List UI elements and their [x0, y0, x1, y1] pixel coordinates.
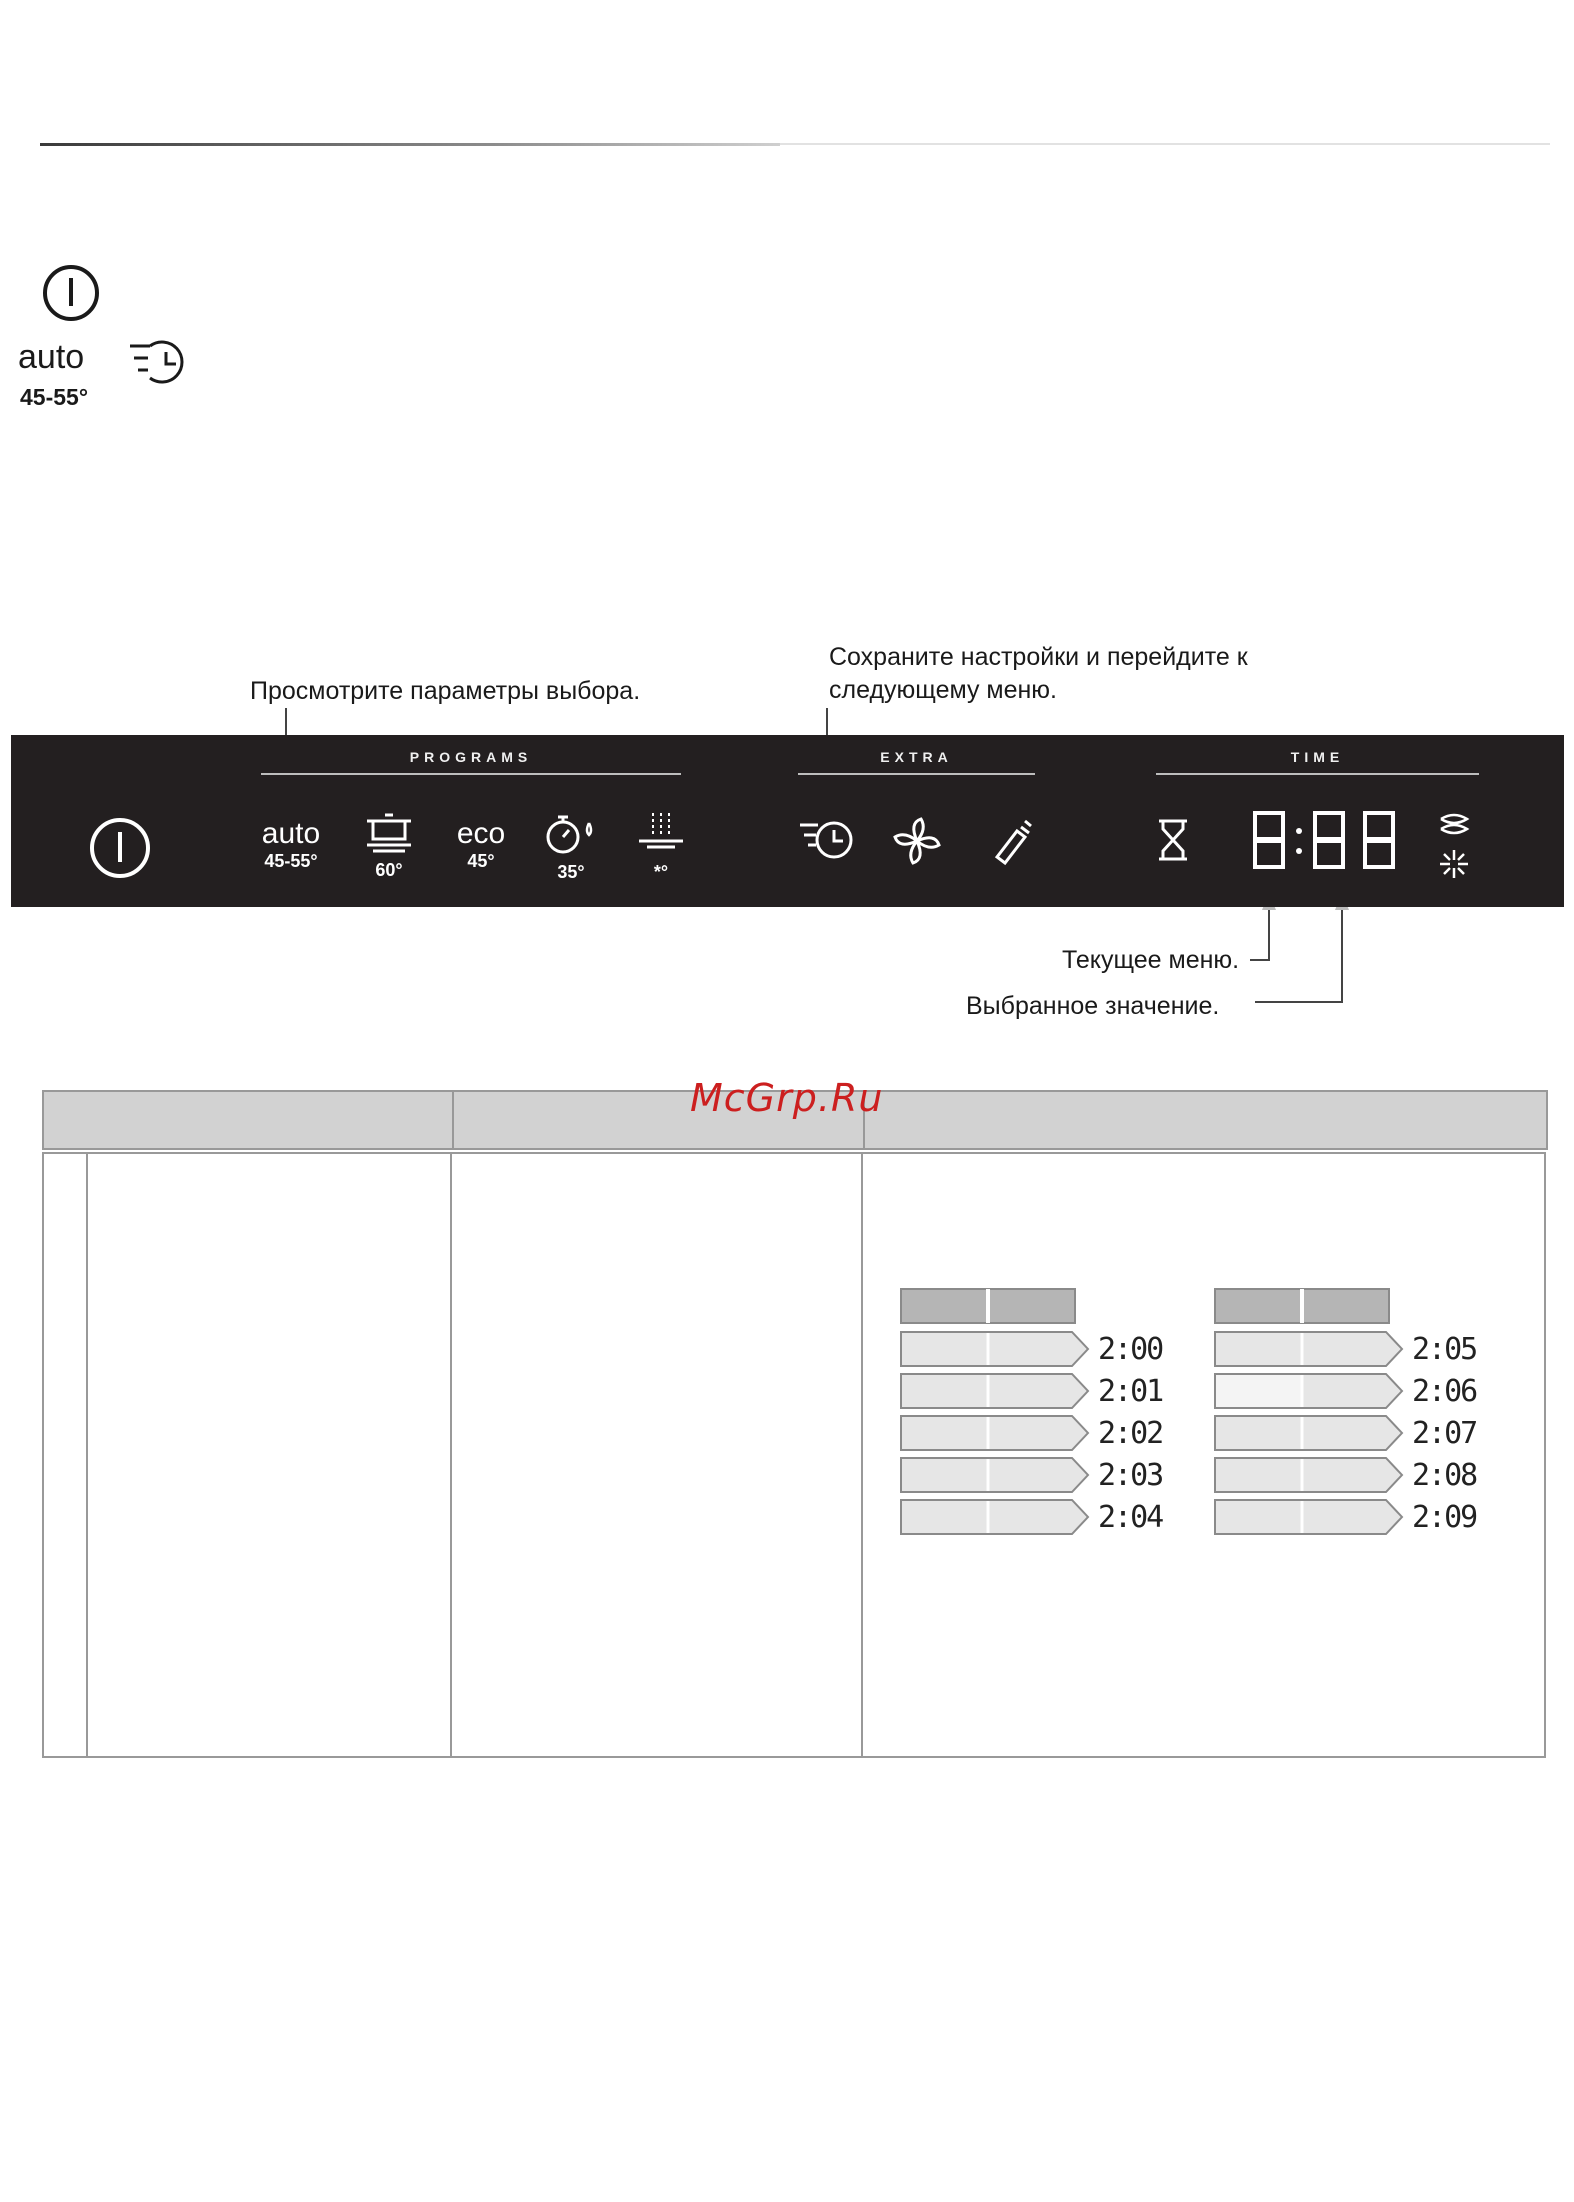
- control-panel: [11, 735, 1564, 907]
- program-intensive-button[interactable]: [349, 811, 429, 881]
- time-value-label: 2:07: [1412, 1416, 1477, 1451]
- program-eco-label: eco: [456, 817, 506, 850]
- time-value-label: 2:05: [1412, 1332, 1477, 1367]
- power-button[interactable]: [87, 815, 153, 881]
- quick-timer-icon: [531, 809, 611, 857]
- callout-browse: Просмотрите параметры выбора.: [250, 677, 641, 705]
- program-auto-button[interactable]: [246, 817, 336, 872]
- group-line-programs: [261, 773, 681, 775]
- callout-save-line2: следующему меню.: [829, 676, 1057, 704]
- header-rule-accent: [40, 143, 780, 146]
- time-value-label: 2:06: [1412, 1374, 1477, 1409]
- salt-icon: [1437, 847, 1471, 881]
- seven-segment-display: [1249, 807, 1409, 877]
- table-body: [42, 1152, 1546, 1758]
- auto-temp-label: 45-55°: [20, 384, 89, 410]
- table-divider-narrow: [86, 1152, 88, 1758]
- time-value-label: 2:09: [1412, 1500, 1477, 1535]
- table-header-divider-1: [452, 1090, 454, 1150]
- fan-dry-button[interactable]: [889, 813, 945, 869]
- power-icon: [40, 262, 102, 324]
- time-value-label: 2:01: [1098, 1374, 1163, 1409]
- program-eco-button[interactable]: [436, 817, 526, 872]
- group-line-extra: [798, 773, 1035, 775]
- program-auto-label: auto: [261, 817, 321, 850]
- hourglass-icon: [1151, 815, 1195, 865]
- group-line-time: [1156, 773, 1479, 775]
- pot-icon: [349, 811, 429, 857]
- time-value-label: 2:03: [1098, 1458, 1163, 1493]
- delay-start-button[interactable]: [796, 815, 858, 865]
- time-value-label: 2:02: [1098, 1416, 1163, 1451]
- watermark: McGrp.Ru: [690, 1076, 884, 1120]
- table-divider-1: [450, 1152, 452, 1758]
- time-value-label: 2:04: [1098, 1500, 1163, 1535]
- callout-save-line1: Сохраните настройки и перейдите к: [829, 643, 1248, 671]
- program-auto-temp: 45-55°: [264, 851, 318, 871]
- rinse-icon: [621, 811, 701, 857]
- group-label-programs: PROGRAMS: [409, 749, 533, 765]
- group-label-extra: EXTRA: [880, 749, 953, 765]
- program-quick-temp: 35°: [557, 862, 585, 882]
- time-value-label: 2:08: [1412, 1458, 1477, 1493]
- auto-label: auto: [18, 338, 85, 376]
- time-value-label: 2:00: [1098, 1332, 1163, 1367]
- rinse-aid-icon: [1437, 809, 1471, 839]
- program-quick-button[interactable]: [531, 809, 611, 883]
- time-display: [1249, 807, 1409, 877]
- callout-current-menu: Текущее меню.: [1062, 946, 1240, 974]
- program-rinse-temp: *°: [653, 862, 669, 882]
- callout-selected-value: Выбранное значение.: [966, 992, 1220, 1020]
- bottle-button[interactable]: [987, 813, 1037, 869]
- group-label-time: TIME: [1290, 749, 1345, 765]
- program-eco-temp: 45°: [467, 851, 495, 871]
- program-intensive-temp: 60°: [375, 860, 403, 880]
- table-divider-2: [861, 1152, 863, 1758]
- delay-start-icon: [128, 338, 190, 388]
- program-rinse-button[interactable]: [621, 811, 701, 883]
